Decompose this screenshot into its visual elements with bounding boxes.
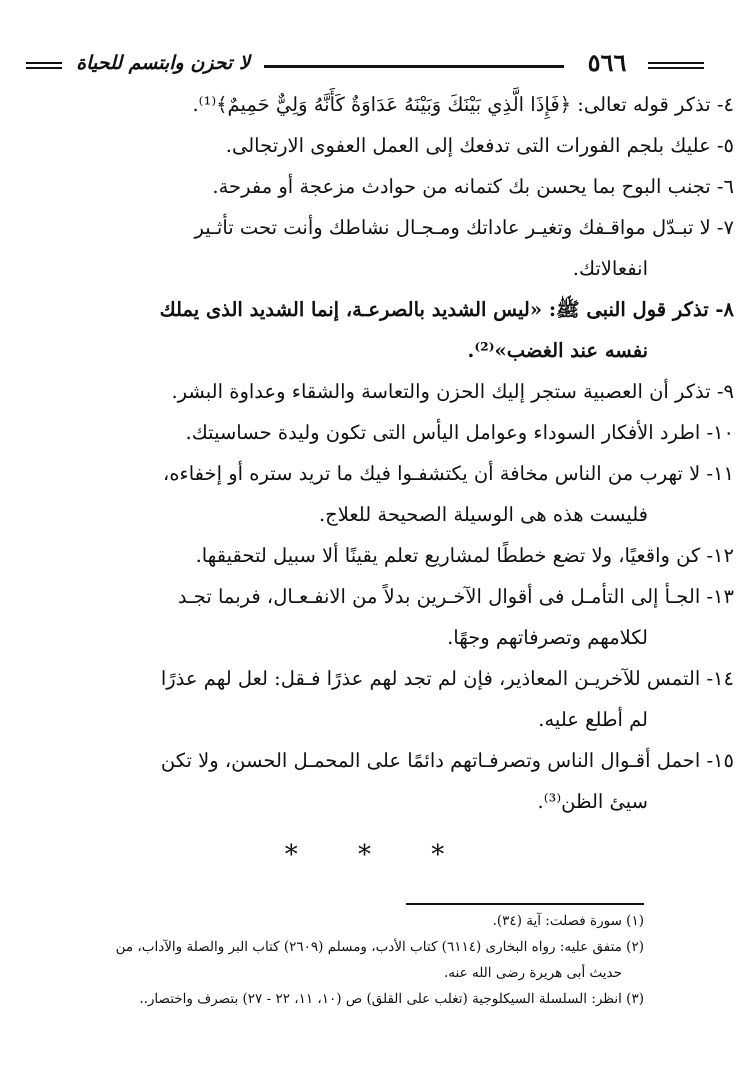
list-item-line-continued: لم أطلع عليه. [538, 708, 648, 731]
list-item-line: ١٥- احمل أقـوال الناس وتصرفـاتهم دائمًا على المحمـل الحسن، ولا تكن [160, 749, 734, 772]
footnote-rule [406, 903, 644, 905]
list-item [26, 535, 734, 576]
page-number: ٥٦٦ [587, 48, 627, 77]
list-item-line: ٤- تذكر قوله تعالى: ﴿فَإِذَا الَّذِي بَيْنَكَ وَبَيْنَهُ عَدَاوَةٌ كَأَنَّهُ وَلِيٌّ حَمِيمٌ﴾⁽¹⁾. [192, 93, 734, 116]
list-item-line: ٦- تجنب البوح بما يحسن بك كتمانه من حوادث مزعجة أو مفرحة. [212, 175, 734, 198]
list-item-line: ٩- تذكر أن العصبية ستجر إليك الحزن والتعاسة والشقاء وعداوة البشر. [171, 380, 734, 403]
page-header [26, 48, 731, 86]
list-item-line: ١٣- الجـأ إلى التأمـل فى أقوال الآخـرين بدلاً من الانفـعـال، فربما تجـد [177, 585, 734, 608]
footnote: (٣) انظر: السلسلة السيكلوجية (تغلب على القلق) ص (١٠، ١١، ٢٢ - ٢٧) بتصرف واختصار.. [139, 991, 644, 1007]
footnote-continued: حديث أبى هريرة رضى الله عنه. [444, 965, 622, 981]
list-item [26, 658, 734, 740]
list-item [26, 740, 734, 822]
footnote: (٢) متفق عليه: رواه البخارى (٦١١٤) كتاب الأدب، ومسلم (٢٦٠٩) كتاب البر والصلة والآداب، من [115, 939, 644, 955]
list-item-line: ١٠- اطرد الأفكار السوداء وعوامل اليأس التى تكون وليدة حساسيتك. [185, 421, 734, 444]
list-item-line-continued: نفسه عند الغضب»⁽²⁾. [467, 339, 648, 362]
list-item [26, 84, 734, 125]
header-rule-left [26, 62, 62, 64]
list-item-line-continued: سيئ الظن⁽³⁾. [537, 790, 648, 813]
list-item-line: ٧- لا تبـدّل مواقـفك وتغيـر عاداتك ومـجـال نشاطك وأنت تحت تأثـير [194, 216, 734, 239]
list-item-line: ٨- تذكر قول النبى ﷺ: «ليس الشديد بالصرعـة، إنما الشديد الذى يملك [159, 298, 734, 321]
main-text [26, 84, 734, 822]
header-rule-left-2 [26, 67, 62, 69]
list-item-hadith [26, 289, 734, 371]
list-item [26, 207, 734, 289]
list-item [26, 125, 734, 166]
list-item-line: ١٢- كن واقعيًا، ولا تضع خططًا لمشاريع تعلم يقينًا ألا سبيل لتحقيقها. [195, 544, 734, 567]
list-item [26, 576, 734, 658]
footnote: (١) سورة فصلت: آية (٣٤). [492, 913, 644, 929]
footnotes [26, 908, 644, 1012]
header-rule-right-2 [648, 67, 704, 69]
list-item-line-continued: لكلامهم وتصرفاتهم وجهًا. [447, 626, 648, 649]
list-item [26, 412, 734, 453]
list-item-line: ١١- لا تهرب من الناس مخافة أن يكتشفـوا فيك ما تريد ستره أو إخفاءه، [163, 462, 734, 485]
list-item-line-continued: انفعالاتك. [572, 257, 648, 280]
list-item [26, 453, 734, 535]
list-item-line: ٥- عليك بلجم الفورات التى تدفعك إلى العمل العفوى الارتجالى. [225, 134, 734, 157]
header-rule-middle [264, 65, 564, 68]
list-item [26, 371, 734, 412]
list-item [26, 166, 734, 207]
section-separator: * * * [284, 840, 471, 870]
book-title: لا تحزن وابتسم للحياة [76, 52, 250, 74]
list-item-line: ١٤- التمس للآخريـن المعاذير، فإن لم تجد لهم عذرًا فـقل: لعل لهم عذرًا [160, 667, 734, 690]
header-rule-right [648, 62, 704, 64]
list-item-line-continued: فليست هذه هى الوسيلة الصحيحة للعلاج. [318, 503, 648, 526]
